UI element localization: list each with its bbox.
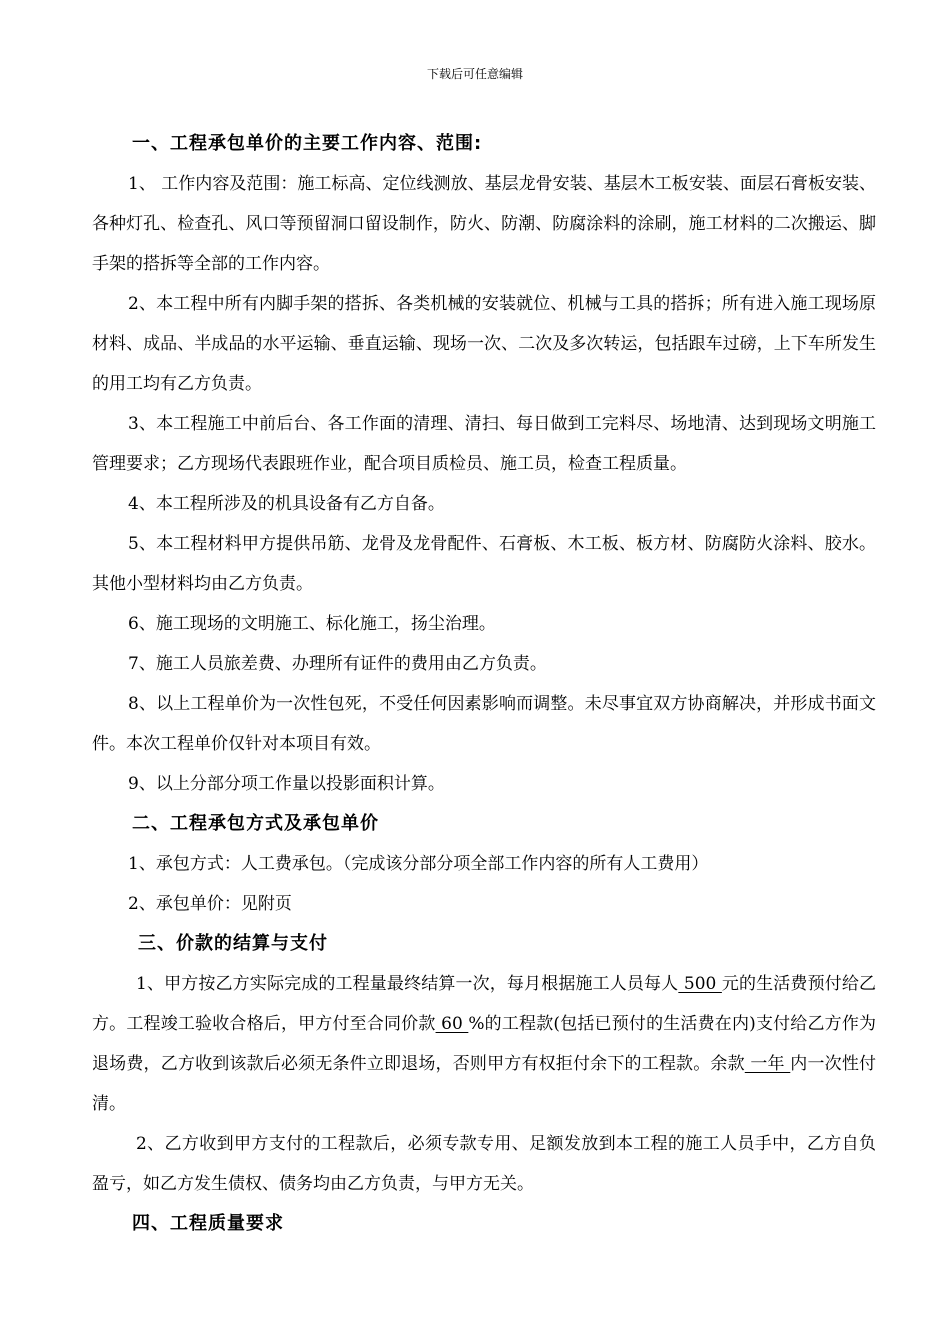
section-1-item-1: 1、 工作内容及范围：施工标高、定位线测放、基层龙骨安装、基层木工板安装、面层石膏板安装、各种灯孔、检查孔、风口等预留洞口留设制作，防火、防潮、防腐涂料的涂刷，施工材料的二次搬运、脚手架的搭拆等全部的工作内容。 (92, 174, 876, 274)
section-1-item-7: 7、施工人员旅差费、办理所有证件的费用由乙方负责。 (128, 654, 547, 674)
section-1-item-5: 5、本工程材料甲方提供吊筋、龙骨及龙骨配件、石膏板、木工板、板方材、防腐防火涂料、胶水。其他小型材料均由乙方负责。 (92, 534, 876, 594)
section-4-heading: 四、工程质量要求 (132, 1213, 284, 1234)
page-header-note: 下载后可任意编辑 (426, 67, 523, 81)
payment-percentage: 60 (435, 1014, 469, 1034)
payment-text-e: %的工程款(包括已预付的生活费在内)支付给乙方作为退场费，乙方收到该款后必须无条件立即退场，否则甲方有权拒付余下的工程款。余款 (92, 1014, 877, 1074)
payment-text-c: 元的生活费预付给乙方。工程竣工验收合格后，甲方付至合同价款 (92, 974, 876, 1034)
section-1-item-6: 6、施工现场的文明施工、标化施工，扬尘治理。 (128, 614, 496, 634)
payment-text-a: 1、甲方按乙方实际完成的工程量最终结算一次，每月根据施工人员每人 (136, 974, 679, 994)
payment-text-g: 内一次性付清。 (92, 1054, 877, 1114)
section-2-heading: 二、工程承包方式及承包单价 (132, 813, 379, 834)
section-3-paragraph-1 (92, 964, 876, 1124)
document-body (92, 124, 876, 1244)
section-2-item-1: 1、承包方式：人工费承包。（完成该分部分项全部工作内容的所有人工费用） (128, 854, 709, 874)
section-1-item-4: 4、本工程所涉及的机具设备有乙方自备。 (128, 494, 445, 514)
section-1-item-8: 8、以上工程单价为一次性包死，不受任何因素影响而调整。未尽事宜双方协商解决，并形成书面文件。本次工程单价仅针对本项目有效。 (92, 694, 876, 754)
section-3-paragraph-2: 2、乙方收到甲方支付的工程款后，必须专款专用、足额发放到本工程的施工人员手中，乙方自负盈亏，如乙方发生债权、债务均由乙方负责，与甲方无关。 (92, 1134, 876, 1194)
section-1-item-3: 3、本工程施工中前后台、各工作面的清理、清扫、每日做到工完料尽、场地清、达到现场文明施工管理要求；乙方现场代表跟班作业，配合项目质检员、施工员，检查工程质量。 (92, 414, 876, 474)
section-3-heading: 三、价款的结算与支付 (138, 933, 328, 954)
section-1-item-9: 9、以上分部分项工作量以投影面积计算。 (128, 774, 445, 794)
section-1-heading: 一、工程承包单价的主要工作内容、范围: (132, 133, 483, 154)
section-2-item-2: 2、承包单价：见附页 (128, 894, 292, 914)
section-1-item-2: 2、本工程中所有内脚手架的搭拆、各类机械的安装就位、机械与工具的搭拆；所有进入施工现场原材料、成品、半成品的水平运输、垂直运输、现场一次、二次及多次转运，包括跟车过磅，上下车所发生的用工均有乙方负责。 (92, 294, 876, 394)
balance-period: 一年 (744, 1054, 791, 1074)
living-allowance-amount: 500 (678, 974, 722, 994)
